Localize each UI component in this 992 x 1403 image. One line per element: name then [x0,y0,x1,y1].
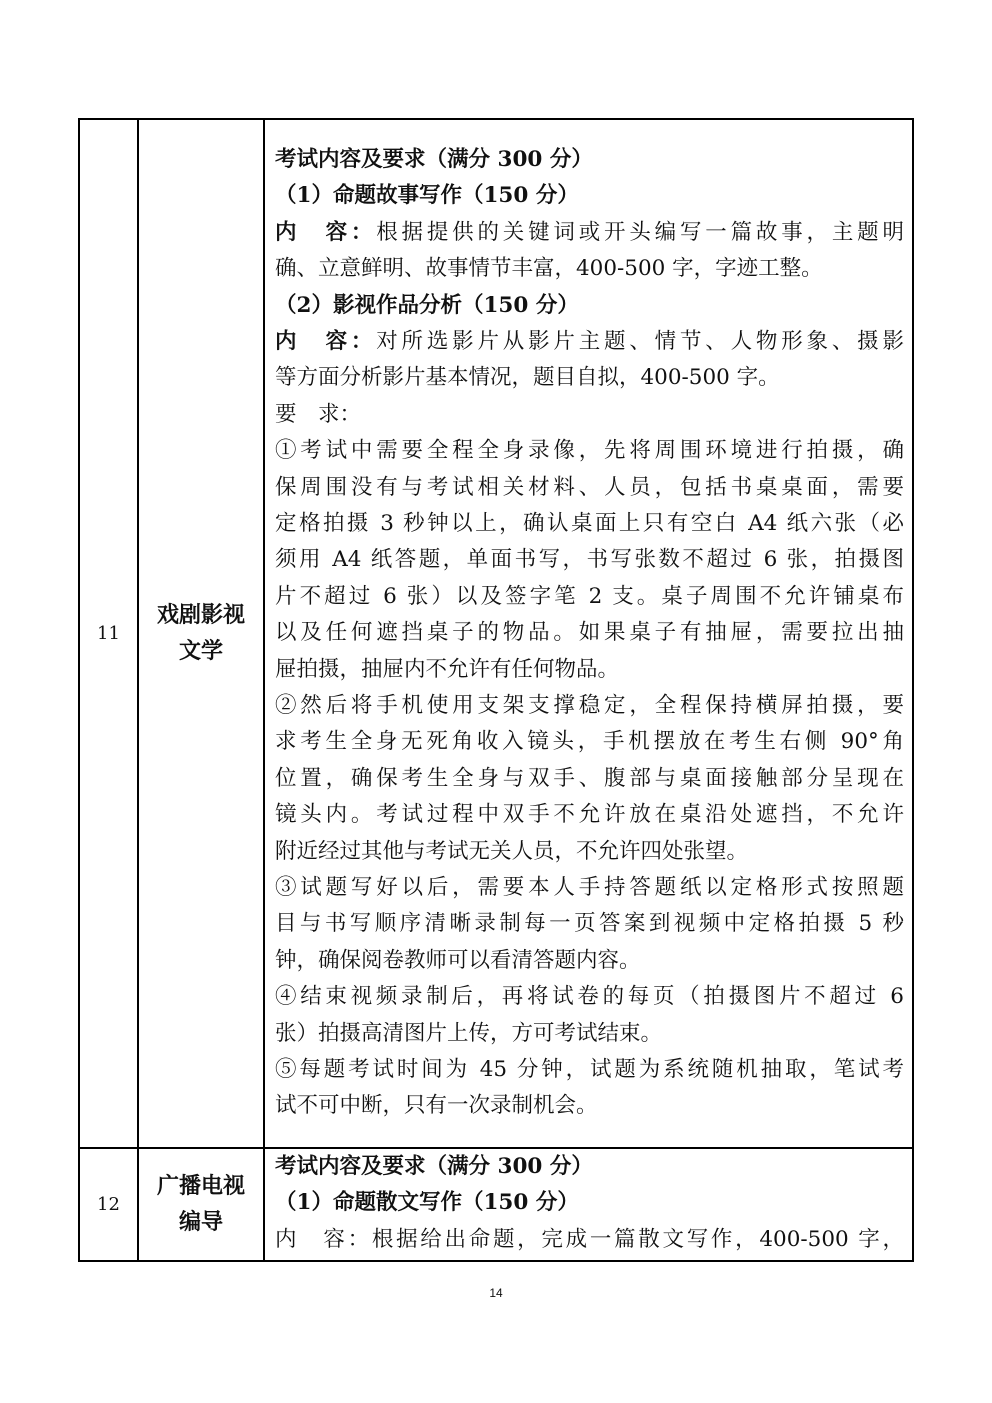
line-text: 等方面分析影片基本情况，题目自拟，400-500 字。 [275,365,780,391]
requirement-line [275,724,904,760]
requirement-line [275,979,904,1015]
requirement-line [275,943,904,979]
line-text: 附近经过其他与考试无关人员，不允许四处张望。 [275,838,749,864]
line-text: 保周围没有与考试相关材料、人员，包括书桌桌面，需要 [275,474,904,500]
exam-requirements-table [78,118,914,1262]
requirement-line [275,1149,904,1185]
line-text: 根据给出命题，完成一篇散文写作，400-500 字， [371,1226,904,1252]
line-text: 须用 A4 纸答题，单面书写，书写张数不超过 6 张，拍摄图 [275,547,904,573]
row-number: 12 [79,1148,138,1261]
line-text: 以及任何遮挡桌子的物品。如果桌子有抽屉，需要拉出抽 [275,620,904,646]
requirement-line [275,1052,904,1088]
line-text: ②然后将手机使用支架支撑稳定，全程保持横屏拍摄，要 [275,692,904,718]
line-text: 考试内容及要求（满分 300 分） [275,1153,593,1179]
line-text: 钟，确保阅卷教师可以看清答题内容。 [275,947,641,973]
requirements-cell [264,1148,913,1261]
field-label: 内 容： [275,329,377,355]
major-name [138,1148,264,1261]
line-text: ④结束视频录制后，再将试卷的每页（拍摄图片不超过 6 [275,984,904,1010]
line-text: （1）命题故事写作（150 分） [275,183,579,209]
line-text: ③试题写好以后，需要本人手持答题纸以定格形式按照题 [275,874,904,900]
requirement-line [275,1185,904,1221]
line-text: 位置，确保考生全身与双手、腹部与桌面接触部分呈现在 [275,765,904,791]
requirement-line [275,542,904,578]
requirement-line [275,834,904,870]
requirement-line [275,579,904,615]
requirement-line [275,324,904,360]
major-name-line: 文学 [178,638,223,665]
requirement-line [275,142,904,178]
line-text: 要 求： [275,401,362,427]
requirement-line [275,288,904,324]
line-text: ①考试中需要全程全身录像，先将周围环境进行拍摄，确 [275,438,904,464]
line-text: 张）拍摄高清图片上传，方可考试结束。 [275,1020,663,1046]
requirements-cell [264,119,913,1148]
table-row [79,1148,913,1261]
requirement-line [275,688,904,724]
requirement-line [275,1088,904,1124]
requirement-line [275,652,904,688]
line-text: 求考生全身无死角收入镜头，手机摆放在考生右侧 90°角 [275,729,904,755]
row-number: 11 [79,119,138,1148]
line-text: 屉拍摄，抽屉内不允许有任何物品。 [275,656,620,682]
page-number: 14 [489,1286,503,1300]
requirement-line [275,1016,904,1052]
major-name-line: 广播电视 [156,1173,245,1200]
field-label: 内 容： [275,1226,372,1252]
line-text: 试不可中断，只有一次录制机会。 [275,1093,598,1119]
line-text: 定格拍摄 3 秒钟以上，确认桌面上只有空白 A4 纸六张（必 [275,511,904,536]
requirement-line [275,1222,904,1258]
line-text: 根据提供的关键词或开头编写一篇故事，主题明 [376,219,904,245]
requirement-line [275,906,904,942]
major-name-line: 编导 [178,1209,223,1236]
requirement-line [275,870,904,906]
major-name-line: 戏剧影视 [156,602,245,629]
line-text: ⑤每题考试时间为 45 分钟，试题为系统随机抽取，笔试考 [275,1056,904,1082]
table-row [79,119,913,1148]
requirement-line [275,360,904,396]
requirement-line [275,615,904,651]
requirement-line [275,506,904,542]
line-text: 镜头内。考试过程中双手不允许放在桌沿处遮挡，不允许 [275,802,904,828]
line-text: （2）影视作品分析（150 分） [275,292,579,318]
line-text: 目与书写顺序清晰录制每一页答案到视频中定格拍摄 5 秒 [275,911,904,937]
requirement-line [275,761,904,797]
requirement-line [275,215,904,251]
major-name [138,119,264,1148]
requirement-line [275,397,904,433]
line-text: 考试内容及要求（满分 300 分） [275,147,593,172]
line-text: 确、立意鲜明、故事情节丰富，400-500 字，字迹工整。 [275,256,823,282]
line-text: 对所选影片从影片主题、情节、人物形象、摄影 [376,329,904,355]
requirement-line [275,470,904,506]
field-label: 内 容： [275,219,377,245]
line-text: （1）命题散文写作（150 分） [275,1190,579,1216]
requirement-line [275,433,904,469]
requirement-line [275,178,904,214]
requirement-line [275,251,904,287]
line-text: 片不超过 6 张）以及签字笔 2 支。桌子周围不允许铺桌布 [275,583,904,609]
requirement-line [275,797,904,833]
